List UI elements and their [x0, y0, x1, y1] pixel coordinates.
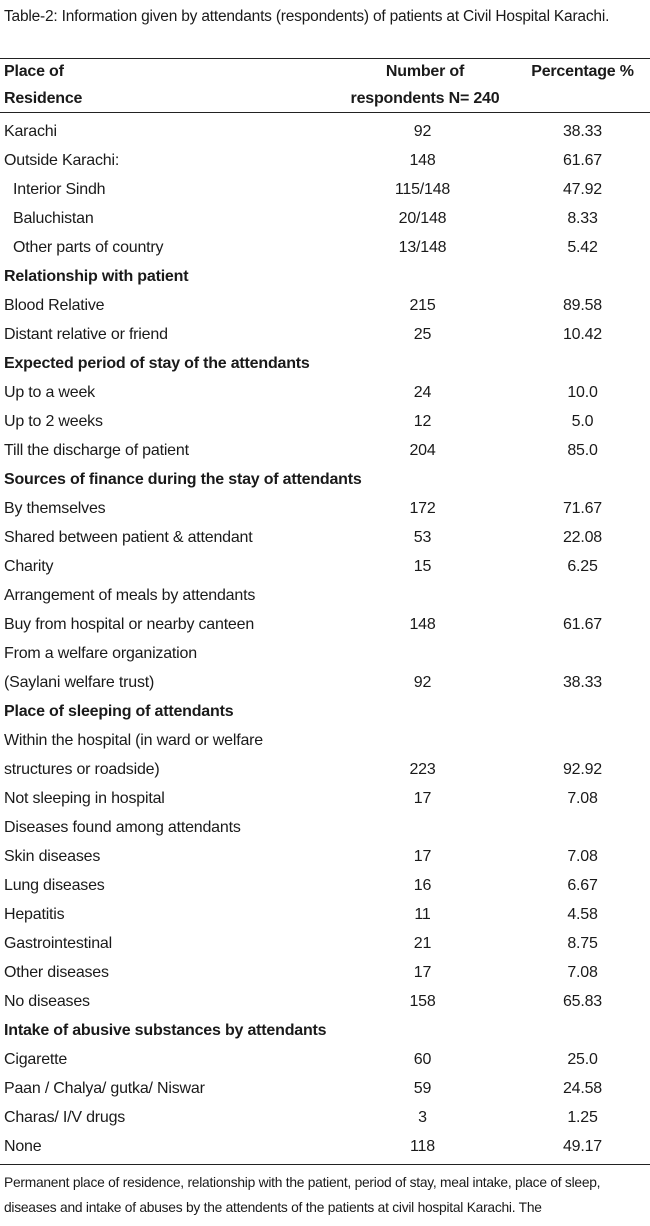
row-label: Distant relative or friend — [4, 326, 168, 343]
row-label: By themselves — [4, 500, 106, 517]
table-footnote: Permanent place of residence, relationship with the patient, period of stay, meal intake, place of sleep, diseases and intake of abuses by the attendents of the patients at civil hospital Karachi. The — [4, 1175, 601, 1215]
row-label: Diseases found among attendants — [4, 819, 241, 836]
row-count: 11 — [414, 906, 431, 923]
row-label: Charas/ I/V drugs — [4, 1109, 126, 1126]
row-label: Hepatitis — [4, 906, 65, 923]
row-count: 16 — [413, 877, 432, 894]
table-row — [0, 146, 650, 175]
row-percentage: 25.0 — [567, 1051, 598, 1068]
row-label: Relationship with patient — [4, 268, 189, 285]
table-row — [0, 552, 650, 581]
row-count: 53 — [413, 529, 432, 546]
header-col1-line1: Place of — [4, 63, 64, 80]
row-percentage: 24.58 — [562, 1080, 603, 1097]
row-label: Paan / Chalya/ gutka/ Niswar — [4, 1080, 205, 1097]
row-count: 21 — [413, 935, 432, 952]
row-count: 25 — [413, 326, 432, 343]
table-row — [0, 958, 650, 987]
row-count: 92 — [413, 123, 432, 140]
row-count: 158 — [409, 993, 436, 1010]
row-label: None — [4, 1138, 42, 1155]
table-row — [0, 378, 650, 407]
table-row — [0, 175, 650, 204]
table-row — [0, 900, 650, 929]
row-label: Interior Sindh — [13, 181, 106, 198]
table-row — [0, 117, 650, 146]
header-col3: Percentage % — [531, 63, 634, 80]
table-row — [0, 1074, 650, 1103]
row-percentage: 49.17 — [562, 1138, 603, 1155]
table-row — [0, 726, 650, 755]
table-row — [0, 1103, 650, 1132]
row-count: 215 — [409, 297, 436, 314]
table-row — [0, 1045, 650, 1074]
table-row — [0, 523, 650, 552]
row-percentage: 10.42 — [562, 326, 603, 343]
row-percentage: 1.25 — [567, 1109, 598, 1126]
table-bottom-rule — [0, 1164, 650, 1165]
row-label: Place of sleeping of attendants — [4, 703, 234, 720]
row-label: No diseases — [4, 993, 90, 1010]
row-count: 118 — [410, 1138, 435, 1155]
table-row — [0, 610, 650, 639]
row-percentage: 6.67 — [567, 877, 598, 894]
row-label: Lung diseases — [4, 877, 105, 894]
row-label: Skin diseases — [4, 848, 101, 865]
table-row — [0, 233, 650, 262]
row-percentage: 5.42 — [567, 239, 598, 256]
row-percentage: 8.33 — [567, 210, 598, 227]
row-count: 13/148 — [398, 239, 447, 256]
table-row — [0, 842, 650, 871]
row-count: 60 — [413, 1051, 432, 1068]
table-row — [0, 929, 650, 958]
row-count: 92 — [413, 674, 432, 691]
table-row — [0, 755, 650, 784]
row-count: 24 — [413, 384, 432, 401]
table-row — [0, 668, 650, 697]
row-count: 20/148 — [398, 210, 447, 227]
row-percentage: 7.08 — [567, 790, 598, 807]
row-count: 172 — [409, 500, 436, 517]
row-percentage: 6.25 — [567, 558, 598, 575]
row-percentage: 8.75 — [567, 935, 598, 952]
header-percentage — [515, 58, 650, 85]
row-label: Cigarette — [4, 1051, 68, 1068]
table-row — [0, 407, 650, 436]
table-row — [0, 784, 650, 813]
row-label: Charity — [4, 558, 54, 575]
row-percentage: 61.67 — [562, 152, 603, 169]
row-percentage: 38.33 — [562, 123, 603, 140]
row-label: Within the hospital (in ward or welfare — [4, 732, 263, 749]
table-row — [0, 494, 650, 523]
row-percentage: 5.0 — [571, 413, 594, 430]
row-percentage: 65.83 — [562, 993, 603, 1010]
row-percentage: 85.0 — [567, 442, 598, 459]
row-count: 204 — [409, 442, 436, 459]
row-label: Sources of finance during the stay of attendants — [4, 471, 362, 488]
row-label: Other parts of country — [13, 239, 164, 256]
header-divider-rule — [0, 112, 650, 113]
row-percentage: 10.0 — [567, 384, 598, 401]
row-count: 148 — [409, 616, 436, 633]
row-label: Expected period of stay of the attendants — [4, 355, 310, 372]
row-label: Other diseases — [4, 964, 109, 981]
row-label: Intake of abusive substances by attendants — [4, 1022, 327, 1039]
table-section-heading — [0, 349, 650, 378]
row-percentage: 38.33 — [562, 674, 603, 691]
header-col2-line2: respondents N= 240 — [350, 90, 500, 107]
row-label: Outside Karachi: — [4, 152, 120, 169]
row-count: 115/148 — [394, 181, 451, 198]
table-row — [0, 291, 650, 320]
table-section-heading — [0, 697, 650, 726]
row-count: 17 — [413, 964, 432, 981]
table-section-heading — [0, 465, 650, 494]
row-count: 15 — [413, 558, 432, 575]
row-percentage: 7.08 — [567, 848, 598, 865]
row-label: Up to 2 weeks — [4, 413, 103, 430]
table-row — [0, 436, 650, 465]
row-count: 148 — [409, 152, 436, 169]
header-col2-line1: Number of — [385, 63, 465, 80]
header-col1-line2: Residence — [4, 90, 83, 107]
row-label: Shared between patient & attendant — [4, 529, 253, 546]
row-label: Till the discharge of patient — [4, 442, 189, 459]
table-row — [0, 987, 650, 1016]
row-percentage: 71.67 — [562, 500, 603, 517]
row-count: 223 — [409, 761, 436, 778]
row-percentage: 4.58 — [567, 906, 598, 923]
row-label: Arrangement of meals by attendants — [4, 587, 256, 604]
table-row — [0, 581, 650, 610]
row-count: 3 — [418, 1109, 427, 1126]
row-percentage: 61.67 — [562, 616, 603, 633]
row-label: Not sleeping in hospital — [4, 790, 165, 807]
row-label: Buy from hospital or nearby canteen — [4, 616, 255, 633]
table-row — [0, 639, 650, 668]
row-label: Blood Relative — [4, 297, 105, 314]
row-label: Up to a week — [4, 384, 95, 401]
row-percentage: 7.08 — [567, 964, 598, 981]
row-label: Baluchistan — [13, 210, 94, 227]
row-count: 17 — [413, 790, 432, 807]
table-caption: Table-2: Information given by attendants (respondents) of patients at Civil Hospital Karachi. — [4, 8, 610, 25]
table-row — [0, 871, 650, 900]
table-row — [0, 813, 650, 842]
table-body — [0, 117, 650, 1161]
row-label: From a welfare organization — [4, 645, 197, 662]
row-percentage: 47.92 — [562, 181, 603, 198]
table-row — [0, 320, 650, 349]
table-row — [0, 204, 650, 233]
row-percentage: 92.92 — [562, 761, 603, 778]
table-row — [0, 1132, 650, 1161]
row-count: 17 — [413, 848, 432, 865]
row-count: 12 — [413, 413, 432, 430]
row-label: structures or roadside) — [4, 761, 160, 778]
row-label: (Saylani welfare trust) — [4, 674, 155, 691]
row-label: Karachi — [4, 123, 57, 140]
row-count: 59 — [413, 1080, 432, 1097]
table-section-heading — [0, 262, 650, 291]
table-section-heading — [0, 1016, 650, 1045]
row-percentage: 89.58 — [562, 297, 603, 314]
header-place-of-residence — [4, 58, 304, 112]
header-number-of-respondents — [320, 58, 530, 112]
row-percentage: 22.08 — [562, 529, 603, 546]
row-label: Gastrointestinal — [4, 935, 112, 952]
